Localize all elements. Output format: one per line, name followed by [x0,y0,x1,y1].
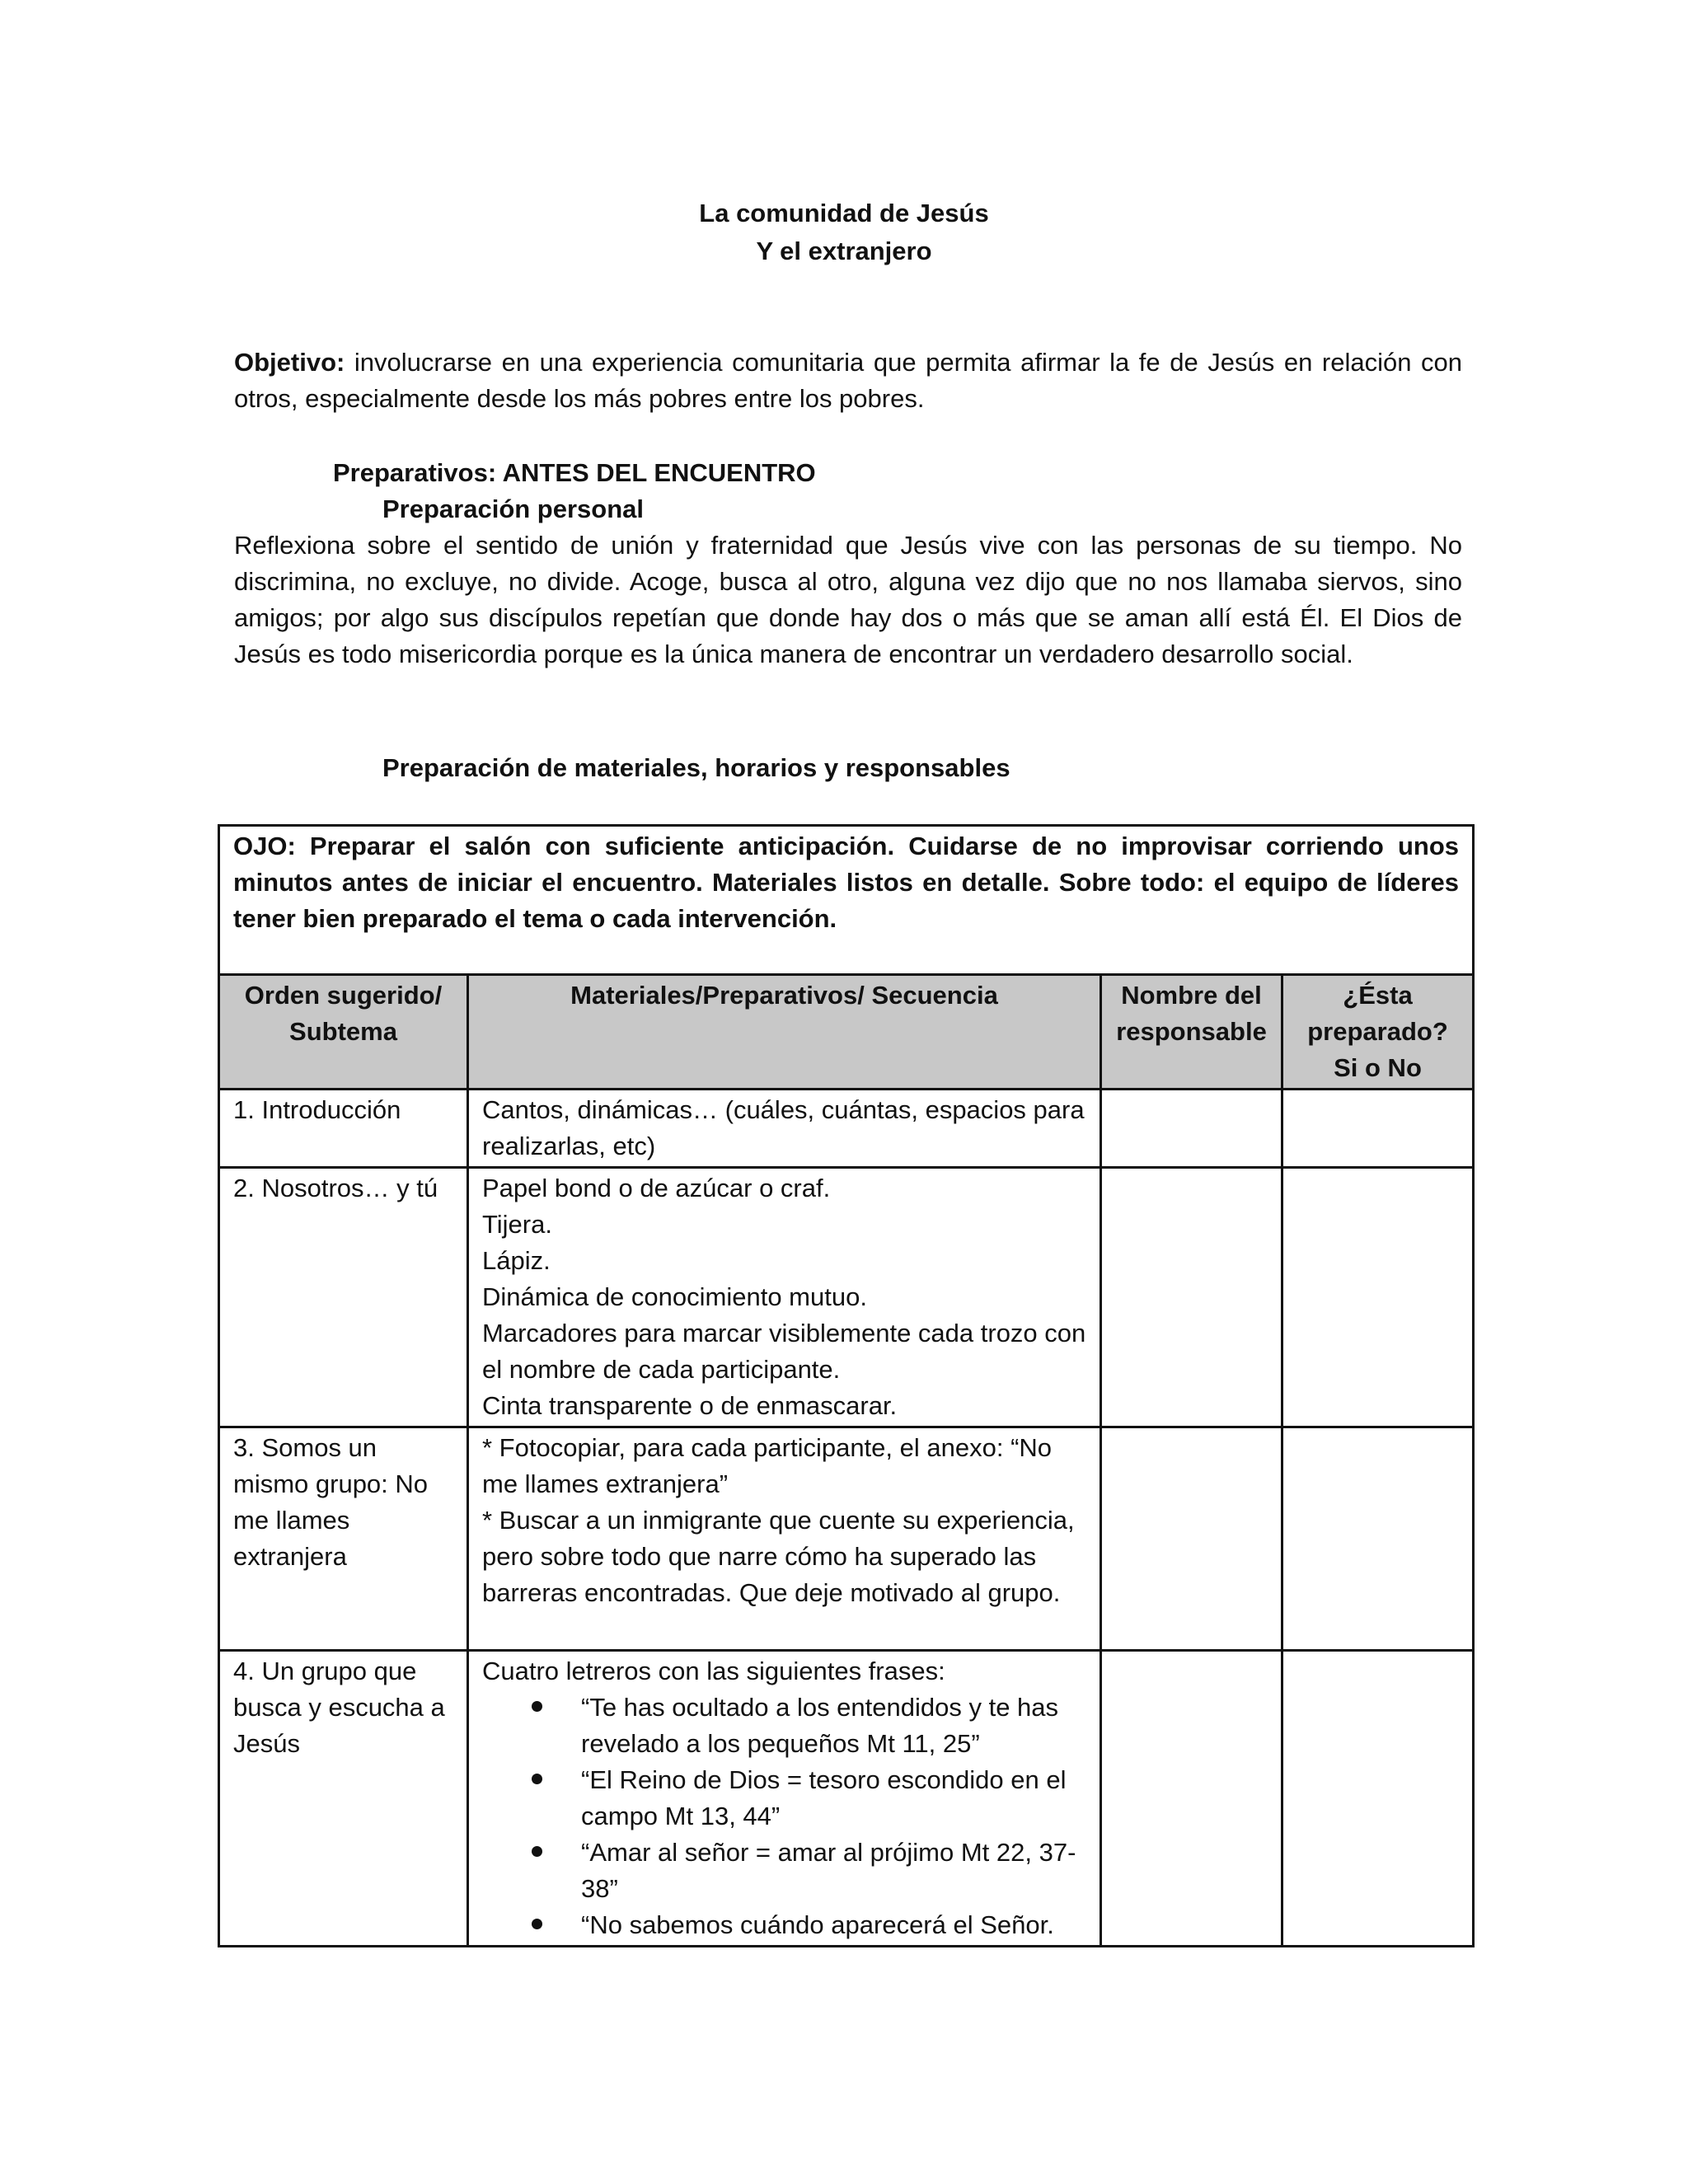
material-line: Cinta transparente o de enmascarar. [482,1391,898,1420]
row-orden: 2. Nosotros… y tú [219,1168,468,1427]
bullet-icon [532,1774,542,1784]
document-title: La comunidad de Jesús [699,199,989,227]
row-responsable [1101,1168,1282,1427]
list-item [482,1690,1086,1762]
bullet-icon [532,1846,542,1857]
list-item [482,1762,1086,1835]
row-responsable [1101,1427,1282,1651]
preparativos-heading: Preparativos: ANTES DEL ENCUENTRO [333,458,816,487]
document-subtitle: Y el extranjero [756,237,932,265]
table-header-row [219,975,1474,1090]
row-materiales [468,1090,1101,1168]
row-responsable [1101,1090,1282,1168]
phrase-text: “No sabemos cuándo aparecerá el Señor. [581,1910,1054,1939]
row-materiales [468,1427,1101,1651]
table-row [219,1168,1474,1427]
header-preparado: ¿Ésta preparado? Si o No [1282,975,1474,1090]
reflexion-paragraph: Reflexiona sobre el sentido de unión y fraternidad que Jesús vive con las personas de su tiempo. No discrimina, no excluye, no divide. Acoge, busca al otro, alguna vez dijo que no nos llamaba siervos, sino amigos; por algo sus discípulos repetían que donde hay dos o más que se aman allí está Él. El Dios de Jesús es todo misericordia porque es la única manera de encontrar un verdadero desarrollo social. [234,531,1462,668]
materials-table [218,824,1475,1947]
table-row [219,1651,1474,1947]
objetivo-text: involucrarse en una experiencia comunitaria que permita afirmar la fe de Jesús en relación con otros, especialmente desde los más pobres entre los pobres. [234,348,1462,413]
phrase-list [482,1690,1086,1943]
material-line: Cantos, dinámicas… (cuáles, cuántas, espacios para realizarlas, etc) [482,1095,1085,1160]
material-intro: Cuatro letreros con las siguientes frases: [482,1657,945,1685]
phrase-text: “Amar al señor = amar al prójimo Mt 22, 37-38” [581,1838,1076,1903]
row-materiales [468,1651,1101,1947]
preparacion-personal-heading: Preparación personal [382,494,645,523]
material-line: Tijera. [482,1210,552,1239]
objetivo-label: Objetivo: [234,348,345,377]
ojo-note: OJO: Preparar el salón con suficiente anticipación. Cuidarse de no improvisar corriendo unos minutos antes de iniciar el encuentro. Materiales listos en detalle. Sobre todo: el equipo de líderes tener bien preparado el tema o cada intervención. [219,826,1474,975]
list-item [482,1907,1086,1943]
row-preparado [1282,1090,1474,1168]
ojo-row [219,826,1474,975]
list-item [482,1835,1086,1907]
material-line: * Fotocopiar, para cada participante, el anexo: “No me llames extranjera” [482,1433,1053,1498]
row-materiales [468,1168,1101,1427]
table-row [219,1427,1474,1651]
header-materiales: Materiales/Preparativos/ Secuencia [468,975,1101,1090]
objetivo-paragraph [234,344,1462,417]
header-nombre: Nombre del responsable [1101,975,1282,1090]
row-responsable [1101,1651,1282,1947]
row-preparado [1282,1651,1474,1947]
bullet-icon [532,1919,542,1929]
row-orden: 3. Somos un mismo grupo: No me llames extranjera [219,1427,468,1651]
row-preparado [1282,1427,1474,1651]
material-line: Papel bond o de azúcar o craf. [482,1174,831,1202]
header-orden: Orden sugerido/ Subtema [219,975,468,1090]
bullet-icon [532,1701,542,1712]
row-orden: 4. Un grupo que busca y escucha a Jesús [219,1651,468,1947]
table-row [219,1090,1474,1168]
material-line: Marcadores para marcar visiblemente cada trozo con el nombre de cada participante. [482,1319,1086,1384]
row-orden: 1. Introducción [219,1090,468,1168]
materiales-heading: Preparación de materiales, horarios y responsables [382,753,1010,782]
row-preparado [1282,1168,1474,1427]
phrase-text: “Te has ocultado a los entendidos y te has revelado a los pequeños Mt 11, 25” [581,1693,1059,1758]
material-line: * Buscar a un inmigrante que cuente su experiencia, pero sobre todo que narre cómo ha superado las barreras encontradas. Que deje motivado al grupo. [482,1506,1075,1607]
material-line: Lápiz. [482,1246,551,1275]
material-line: Dinámica de conocimiento mutuo. [482,1282,867,1311]
phrase-text: “El Reino de Dios = tesoro escondido en el campo Mt 13, 44” [581,1765,1067,1830]
